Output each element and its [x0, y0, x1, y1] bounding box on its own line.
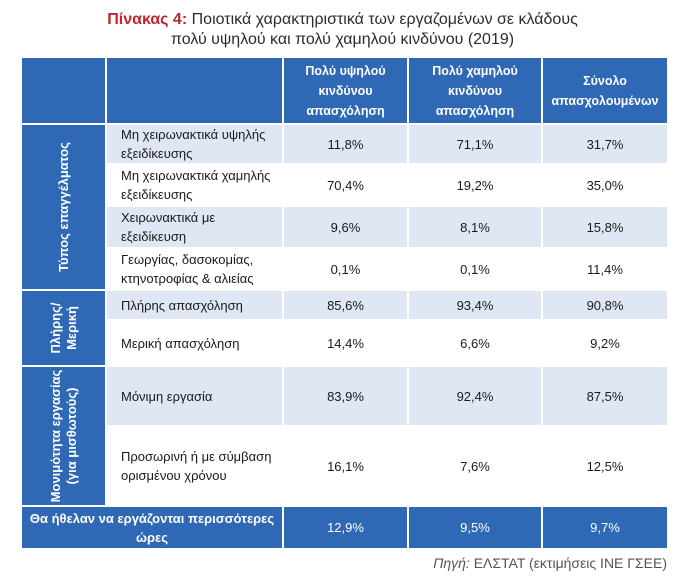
col-header-total: Σύνολο απασχολουμένων — [542, 58, 667, 124]
title-line-2: πολύ υψηλού και πολύ χαμηλού κινδύνου (2019) — [170, 31, 515, 48]
cell-low-risk: 8,1% — [408, 206, 542, 248]
table-row — [22, 320, 667, 366]
group-label-permanent: Μονιμότητα εργασίας (για μισθωτούς) — [47, 369, 79, 503]
row-label: Μερική απασχόληση — [106, 320, 283, 366]
cell-low-risk: 6,6% — [408, 320, 542, 366]
cell-low-risk: 9,5% — [408, 506, 542, 548]
row-label: Προσωρινή ή με σύμβαση ορισμένου χρόνου — [106, 426, 283, 506]
cell-high-risk: 11,8% — [283, 124, 408, 164]
cell-low-risk: 93,4% — [408, 290, 542, 320]
source-label: Πηγή: — [433, 555, 470, 571]
cell-total: 9,2% — [542, 320, 667, 366]
source-text: ΕΛΣΤΑΤ (εκτιμήσεις ΙΝΕ ΓΣΕΕ) — [473, 555, 667, 571]
group-permanent — [22, 366, 106, 506]
header-row — [22, 58, 667, 124]
row-label: Γεωργίας, δασοκομίας, κτηνοτροφίας & αλιείας — [106, 248, 283, 290]
header-blank-label — [106, 58, 283, 124]
table-row — [22, 290, 667, 320]
cell-low-risk: 19,2% — [408, 164, 542, 206]
group-label-occupation: Τύπος επαγγέλματος — [55, 142, 71, 272]
cell-total: 31,7% — [542, 124, 667, 164]
table-row — [22, 206, 667, 248]
row-label: Χειρωνακτικά με εξειδίκευση — [106, 206, 283, 248]
cell-total: 11,4% — [542, 248, 667, 290]
source-note — [433, 555, 667, 571]
group-label-fulltime: Πλήρης/ Μερική — [47, 302, 79, 354]
cell-high-risk: 16,1% — [283, 426, 408, 506]
cell-low-risk: 71,1% — [408, 124, 542, 164]
cell-total: 90,8% — [542, 290, 667, 320]
table-title — [0, 10, 685, 50]
table-row — [22, 248, 667, 290]
cell-high-risk: 9,6% — [283, 206, 408, 248]
title-line-1: Ποιοτικά χαρακτηριστικά των εργαζομένων σε κλάδους — [191, 11, 578, 28]
group-occupation — [22, 124, 106, 290]
cell-high-risk: 85,6% — [283, 290, 408, 320]
cell-low-risk: 7,6% — [408, 426, 542, 506]
cell-total: 15,8% — [542, 206, 667, 248]
row-label: Μη χειρωνακτικά χαμηλής εξειδίκευσης — [106, 164, 283, 206]
cell-total: 87,5% — [542, 366, 667, 426]
table-row-underemployment — [22, 506, 667, 548]
cell-low-risk: 0,1% — [408, 248, 542, 290]
table-row — [22, 366, 667, 426]
cell-high-risk: 83,9% — [283, 366, 408, 426]
col-header-low-risk: Πολύ χαμηλού κινδύνου απασχόληση — [408, 58, 542, 124]
data-table — [22, 58, 667, 548]
cell-high-risk: 70,4% — [283, 164, 408, 206]
header-blank-group — [22, 58, 106, 124]
row-label: Μόνιμη εργασία — [106, 366, 283, 426]
row-label: Πλήρης απασχόληση — [106, 290, 283, 320]
cell-total: 9,7% — [542, 506, 667, 548]
cell-total: 35,0% — [542, 164, 667, 206]
table-number: Πίνακας 4: — [107, 11, 188, 28]
cell-total: 12,5% — [542, 426, 667, 506]
table-row — [22, 124, 667, 164]
row-label-underemployment: Θα ήθελαν να εργάζονται περισσότερες ώρες — [22, 506, 283, 548]
group-fulltime — [22, 290, 106, 366]
cell-high-risk: 12,9% — [283, 506, 408, 548]
row-label: Μη χειρωνακτικά υψηλής εξειδίκευσης — [106, 124, 283, 164]
cell-high-risk: 0,1% — [283, 248, 408, 290]
table-row — [22, 426, 667, 506]
cell-low-risk: 92,4% — [408, 366, 542, 426]
cell-high-risk: 14,4% — [283, 320, 408, 366]
table-row — [22, 164, 667, 206]
col-header-high-risk: Πολύ υψηλού κινδύνου απασχόληση — [283, 58, 408, 124]
